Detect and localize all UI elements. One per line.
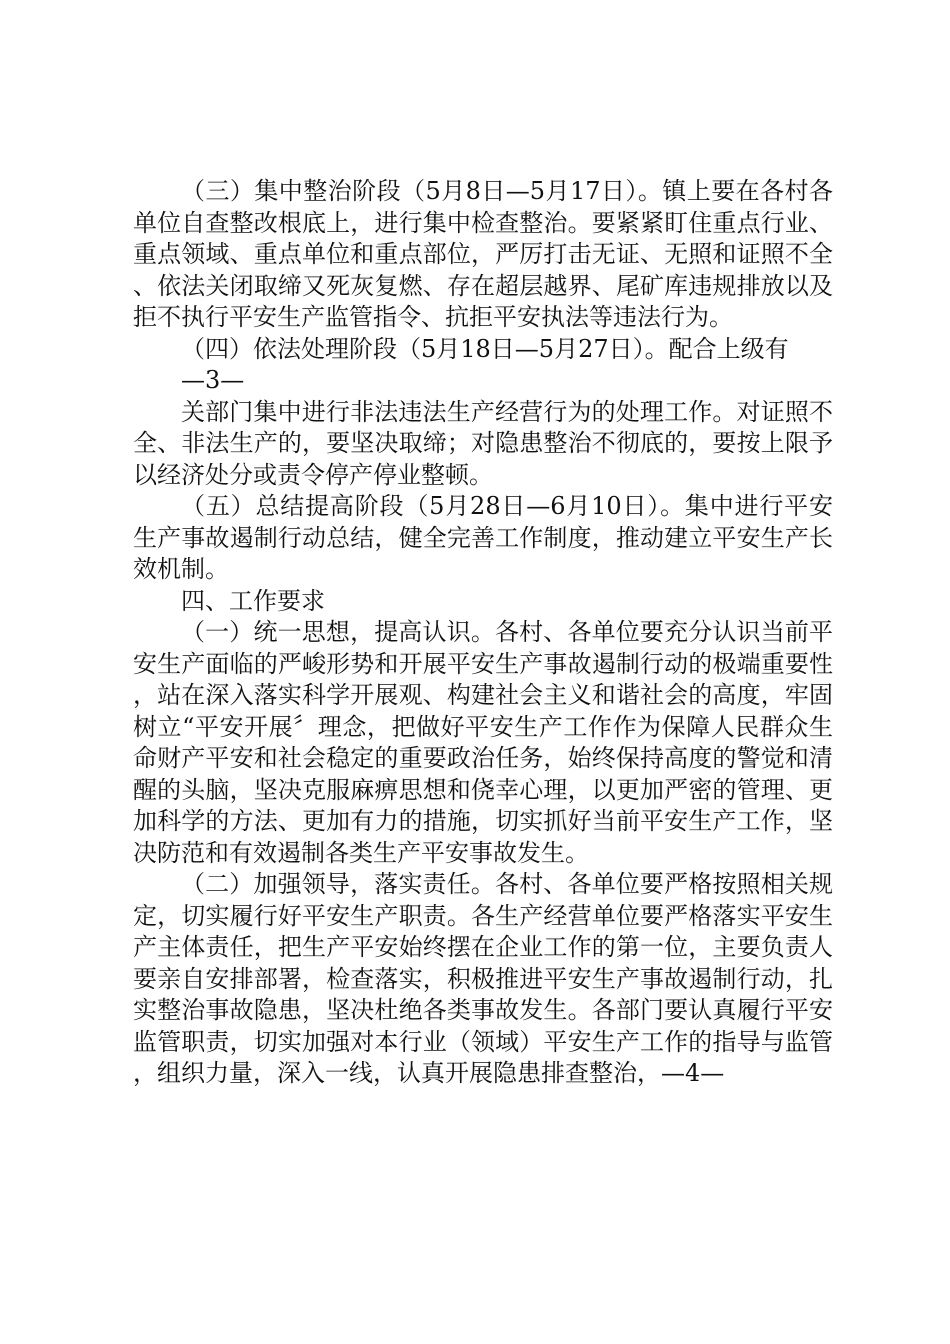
paragraph-unify-thinking: （一）统一思想，提高认识。各村、各单位要充分认识当前平安生产面临的严峻形势和开展平安生产事故遏制行动的极端重要性，站在深入落实科学开展观、构建社会主义和谐社会的高度，牢固树立“平安开展〞理念，把做好平安生产工作作为保障人民群众生命财产平安和社会稳定的重要政治任务，始终保持高度的警觉和清醒的头脑，坚决克服麻痹思想和侥幸心理，以更加严密的管理、更加科学的方法、更加有力的措施，切实抓好当前平安生产工作，坚决防范和有效遏制各类生产平安事故发生。 <box>133 618 833 867</box>
page-number-4: —4— <box>661 1059 725 1087</box>
paragraph-strengthen-leadership <box>133 869 833 1090</box>
paragraph-legal-handling: （四）依法处理阶段（5月18日—5月27日）。配合上级有 <box>181 334 789 363</box>
paragraph-handling-continued: 关部门集中进行非法违法生产经营行为的处理工作。对证照不全、非法生产的，要坚决取缔；对隐患整治不彻底的，要按上限予以经济处分或责令停产停业整顿。 <box>133 397 833 489</box>
section-heading-work-requirements: 四、工作要求 <box>181 586 325 615</box>
paragraph-concentrated-rectification: （三）集中整治阶段（5月8日—5月17日）。镇上要在各村各单位自查整改根底上，进行集中检查整治。要紧紧盯住重点行业、重点领域、重点单位和重点部位，严厉打击无证、无照和证照不全、依法关闭取缔又死灰复燃、存在超层越界、尾矿库违规排放以及拒不执行平安生产监管指令、抗拒平安执法等违法行为。 <box>133 177 833 331</box>
document-page <box>133 176 833 1090</box>
paragraph-strengthen-leadership-text: （二）加强领导，落实责任。各村、各单位要严格按照相关规定，切实履行好平安生产职责。各生产经营单位要严格落实平安生产主体责任，把生产平安始终摆在企业工作的第一位，主要负责人要亲自安排部署，检查落实，积极推进平安生产事故遏制行动，扎实整治事故隐患，坚决杜绝各类事故发生。各部门要认真履行平安监管职责，切实加强对本行业（领域）平安生产工作的指导与监管，组织力量，深入一线，认真开展隐患排查整治， <box>133 870 833 1087</box>
page-number-3: —3— <box>181 366 245 394</box>
paragraph-summary-stage: （五）总结提高阶段（5月28日—6月10日）。集中进行平安生产事故遏制行动总结，健全完善工作制度，推动建立平安生产长效机制。 <box>133 492 833 583</box>
